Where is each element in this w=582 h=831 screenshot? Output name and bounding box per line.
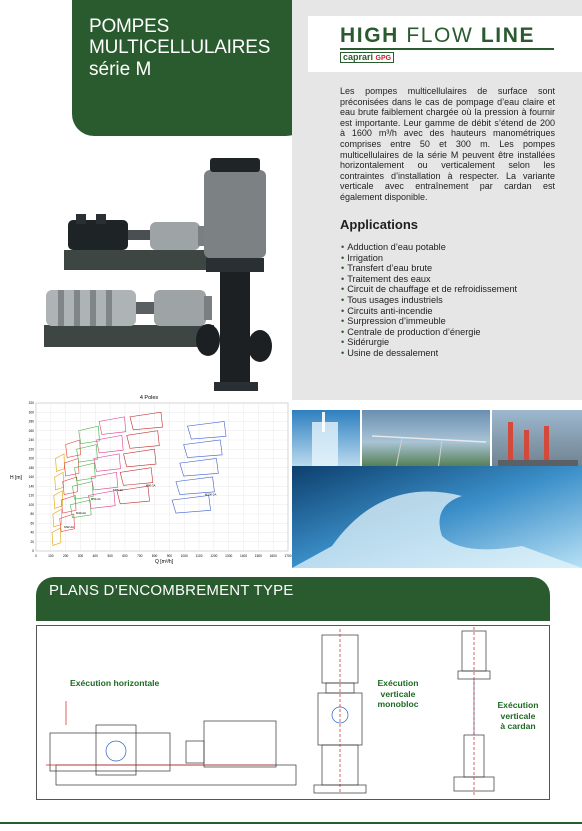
series-area bbox=[172, 496, 211, 514]
x-tick-label: 1200 bbox=[210, 554, 218, 558]
list-item: • Sidérurgie bbox=[341, 337, 517, 348]
x-tick-label: 1000 bbox=[180, 554, 188, 558]
x-tick-label: 1700 bbox=[284, 554, 292, 558]
footer-line bbox=[0, 822, 582, 824]
x-tick-label: 100 bbox=[48, 554, 54, 558]
y-tick-label: 60 bbox=[30, 521, 34, 526]
series-area bbox=[55, 472, 64, 490]
performance-chart bbox=[6, 391, 292, 566]
series-area bbox=[54, 491, 63, 509]
y-tick-label: 180 bbox=[28, 465, 34, 470]
applications-list bbox=[341, 242, 517, 359]
description: Les pompes multicellulaires de surface sont préconisées dans le cas de pompage d’eau claire et eau brute faiblement chargée où la pression à fournir est importante. Leur gamme de débit s’étend de 200 à 1600 m³/h avec des hauteurs manométriques comprises entre 50 et 300 m. Les pompes multicellulaires de la série M peuvent être installées horizontalement ou verticalement selon les contraintes d’installation à respecter. La variante verticale avec entraînement par cardan est également disponible. bbox=[340, 86, 555, 202]
brand-part-2: FLOW bbox=[406, 24, 474, 47]
brand-title bbox=[340, 24, 570, 48]
label-line: verticale bbox=[380, 688, 416, 699]
title-line-2: MULTICELLULAIRES bbox=[89, 37, 271, 58]
y-tick-label: 260 bbox=[28, 428, 34, 433]
x-tick-label: 700 bbox=[137, 554, 143, 558]
pump-illustrations bbox=[28, 150, 296, 396]
list-item: • Surpression d’immeuble bbox=[341, 316, 517, 327]
y-tick-label: 140 bbox=[28, 484, 34, 489]
plans-title: PLANS D’ENCOMBREMENT TYPE bbox=[49, 582, 294, 599]
water-glass-photo bbox=[292, 410, 360, 474]
y-tick-label: 40 bbox=[30, 530, 34, 535]
horizontal-pump-image bbox=[64, 214, 209, 270]
irrigation-photo bbox=[362, 410, 490, 474]
y-tick-label: 220 bbox=[28, 447, 34, 452]
title-line-3: série M bbox=[89, 59, 152, 80]
x-tick-label: 500 bbox=[107, 554, 113, 558]
x-tick-label: 400 bbox=[92, 554, 98, 558]
list-item: • Centrale de production d’énergie bbox=[341, 327, 517, 338]
brand-part-3: LINE bbox=[480, 24, 536, 47]
vertical-monobloc-drawing bbox=[314, 629, 366, 793]
label-line: à cardan bbox=[500, 721, 536, 732]
label-line: Exécution bbox=[497, 700, 539, 710]
x-tick-label: 1400 bbox=[239, 554, 248, 558]
series-area bbox=[96, 435, 123, 453]
series-area bbox=[184, 440, 223, 458]
y-tick-label: 160 bbox=[28, 475, 34, 479]
label-line: verticale bbox=[500, 710, 536, 721]
series-area bbox=[187, 422, 226, 440]
y-tick-label: 300 bbox=[28, 410, 34, 415]
brand-underline bbox=[340, 48, 554, 50]
chart-plot-area bbox=[29, 401, 292, 558]
x-tick-label: 1300 bbox=[225, 554, 233, 558]
power-plant-photo bbox=[492, 410, 582, 474]
y-tick-label: 80 bbox=[30, 512, 34, 516]
label-line: Exécution bbox=[377, 678, 419, 688]
list-item: • Adduction d’eau potable bbox=[341, 242, 517, 253]
data-label: M65-3A bbox=[113, 487, 123, 492]
y-tick-label: 280 bbox=[28, 419, 34, 424]
data-label: M50-2A bbox=[90, 497, 101, 502]
gpg-logo-text: GPG bbox=[375, 55, 392, 62]
y-tick-label: 240 bbox=[28, 438, 34, 442]
series-area bbox=[94, 454, 121, 472]
data-label: M80-3A bbox=[145, 483, 156, 488]
vertical-cardan-drawing bbox=[454, 627, 494, 795]
series-area bbox=[61, 496, 76, 514]
caprari-logo bbox=[340, 52, 394, 63]
x-tick-label: 1100 bbox=[195, 554, 203, 558]
chart-ylabel: H [m] bbox=[10, 475, 22, 481]
list-item: • Traitement des eaux bbox=[341, 274, 517, 285]
wave-photo bbox=[292, 466, 582, 568]
x-tick-label: 300 bbox=[77, 554, 84, 558]
horizontal-drawing bbox=[46, 701, 296, 785]
caprari-logo-text: caprari bbox=[343, 52, 374, 62]
applications-title: Applications bbox=[340, 217, 419, 232]
y-tick-label: 200 bbox=[28, 456, 34, 461]
list-item: • Circuit de chauffage et de refroidissement bbox=[341, 284, 517, 295]
horizontal-pump-large-image bbox=[44, 290, 214, 347]
chart-title: 4 Poles bbox=[139, 395, 159, 401]
x-tick-label: 200 bbox=[62, 554, 69, 558]
technical-drawings bbox=[36, 625, 550, 800]
series-area bbox=[79, 426, 100, 444]
x-tick-label: 0 bbox=[35, 554, 37, 558]
title-box bbox=[72, 0, 308, 136]
x-tick-label: 800 bbox=[151, 554, 158, 558]
x-tick-label: 1500 bbox=[254, 554, 262, 558]
x-tick-label: 1600 bbox=[269, 554, 277, 558]
vertical-pump-image bbox=[196, 158, 272, 392]
list-item: • Transfert d’eau brute bbox=[341, 263, 517, 274]
x-tick-label: 900 bbox=[166, 554, 173, 558]
y-tick-label: 320 bbox=[28, 401, 34, 405]
series-area bbox=[56, 454, 65, 472]
x-tick-label: 600 bbox=[122, 554, 128, 558]
y-tick-label: 100 bbox=[28, 502, 34, 507]
title-line-1: POMPES bbox=[89, 16, 170, 37]
list-item: • Circuits anti-incendie bbox=[341, 306, 517, 317]
data-label: M40-2A bbox=[76, 511, 86, 515]
list-item: • Usine de dessalement bbox=[341, 348, 517, 359]
series-area bbox=[75, 463, 96, 481]
y-tick-label: 0 bbox=[32, 549, 34, 553]
series-area bbox=[70, 500, 91, 518]
series-area bbox=[52, 528, 61, 546]
series-area bbox=[130, 412, 163, 430]
label-line: monobloc bbox=[377, 699, 419, 710]
series-area bbox=[99, 417, 126, 435]
list-item: • Irrigation bbox=[341, 253, 517, 264]
brand-part-1: HIGH bbox=[340, 24, 399, 47]
chart-xlabel: Q [m³/h] bbox=[154, 559, 174, 565]
label-horizontal: Exécution horizontale bbox=[70, 678, 160, 688]
data-label: M32-2A bbox=[64, 524, 74, 529]
list-item: • Tous usages industriels bbox=[341, 295, 517, 306]
data-label: M100-2A bbox=[204, 492, 217, 497]
y-tick-label: 20 bbox=[30, 539, 34, 544]
y-tick-label: 120 bbox=[28, 493, 34, 498]
